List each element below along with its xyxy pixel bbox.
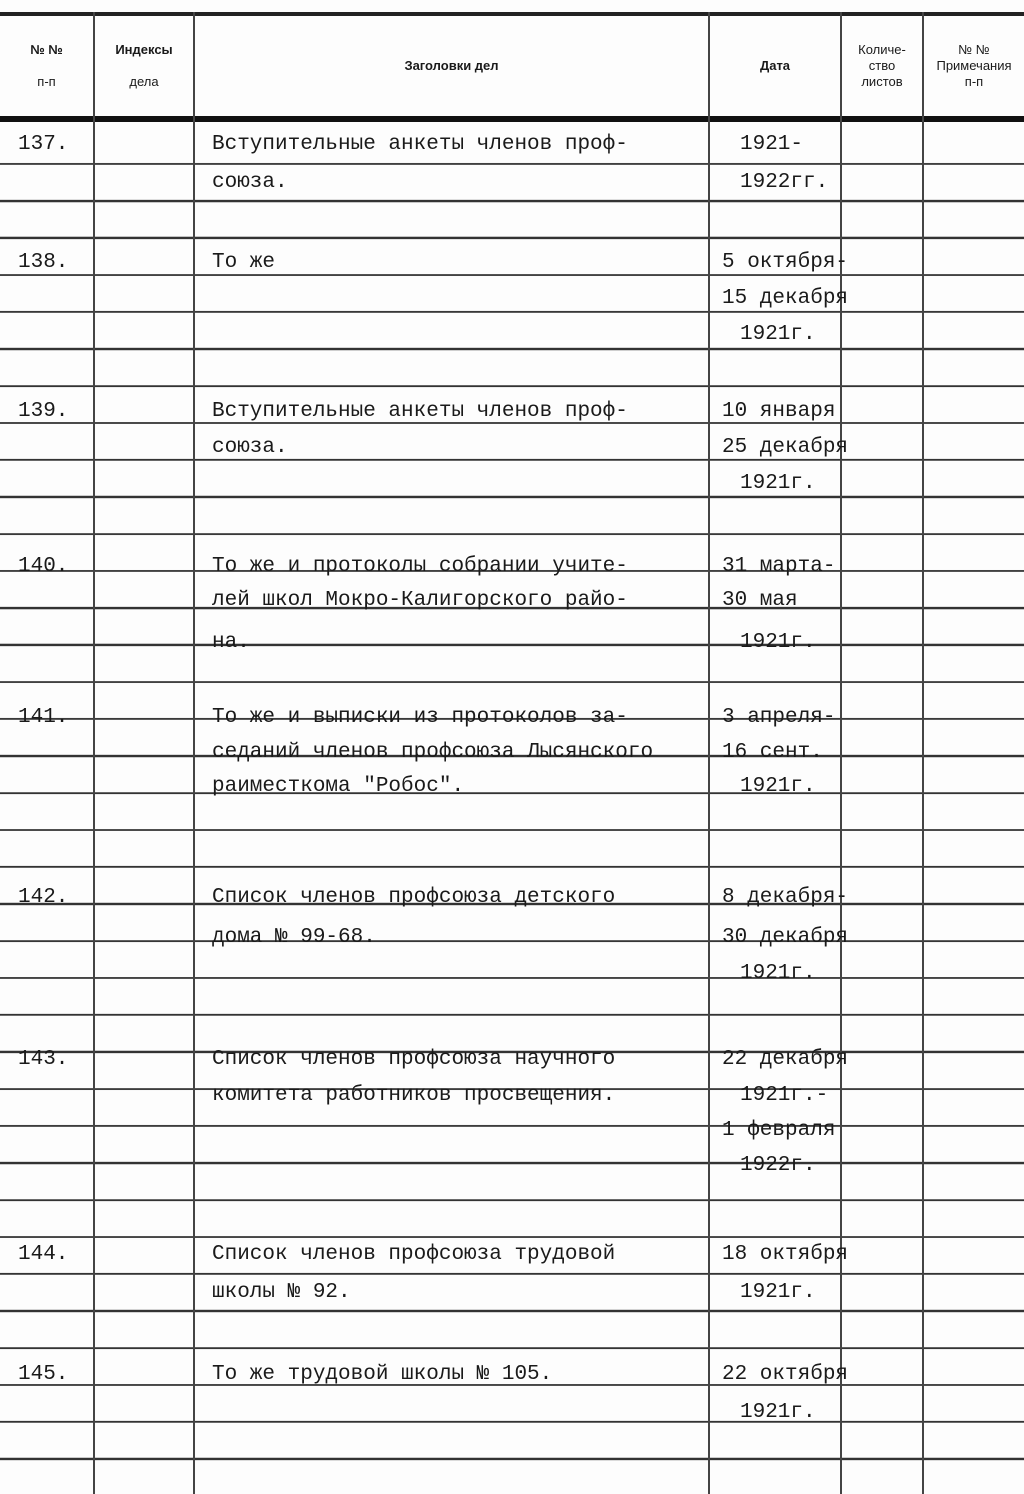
entry-date-line: 1921г.: [740, 1401, 816, 1424]
header-notes: № № Примечания п-п: [936, 42, 1012, 89]
entry-title-line: дома № 99-68.: [212, 926, 376, 949]
entry-title-line: То же: [212, 251, 276, 274]
column-divider: [193, 12, 195, 1494]
entry-title-line: комитета работников просвещения.: [212, 1084, 616, 1107]
entry-title-line: Список членов профсоюза трудовой: [212, 1243, 616, 1266]
entry-date-line: 30 декабря: [722, 926, 849, 949]
entry-title-line: Вступительные анкеты членов проф-: [212, 400, 628, 423]
entry-date-line: 18 октября: [722, 1243, 849, 1266]
entry-number: 144.: [18, 1243, 69, 1266]
entry-number: 140.: [18, 555, 69, 578]
entry-title-line: союза.: [212, 436, 288, 459]
entry-date-line: 25 декабря: [722, 436, 849, 459]
entry-date-line: 1921г.: [740, 631, 816, 654]
entry-date-line: 1921г.: [740, 472, 816, 495]
column-divider: [840, 12, 842, 1494]
column-divider: [93, 12, 95, 1494]
entry-title-line: То же и протоколы собрании учите-: [212, 555, 628, 578]
header-sheets: Количе- ство листов: [858, 42, 906, 89]
top-rule: [0, 12, 1024, 16]
entry-date-line: 8 декабря-: [722, 886, 849, 909]
header-date: Дата: [759, 58, 791, 73]
entry-title-line: То же трудовой школы № 105.: [212, 1363, 553, 1386]
entry-date-line: 5 октября-: [722, 251, 849, 274]
header-title: Заголовки дел: [404, 58, 499, 73]
entry-title-line: союза.: [212, 171, 288, 194]
entry-number: 141.: [18, 706, 69, 729]
entry-date-line: 1922гг.: [740, 171, 829, 194]
column-divider: [922, 12, 924, 1494]
entry-date-line: 1921г.: [740, 775, 816, 798]
entry-date-line: 30 мая: [722, 589, 798, 612]
entry-title-line: лей школ Мокро-Калигорского райо-: [212, 589, 628, 612]
entry-number: 137.: [18, 133, 69, 156]
header-num: № № п-п: [30, 42, 63, 89]
entry-number: 142.: [18, 886, 69, 909]
entry-date-line: 31 марта-: [722, 555, 836, 578]
header-index: Индексы дела: [115, 42, 173, 89]
entry-date-line: 1921г.: [740, 1281, 816, 1304]
entry-date-line: 22 декабря: [722, 1048, 849, 1071]
entry-date-line: 1 февраля: [722, 1119, 836, 1142]
entry-date-line: 1921г.: [740, 323, 816, 346]
entry-title-line: на.: [212, 631, 250, 654]
entry-date-line: 16 сент.: [722, 741, 823, 764]
entry-title-line: То же и выписки из протоколов за-: [212, 706, 628, 729]
entry-title-line: школы № 92.: [212, 1281, 351, 1304]
column-divider: [708, 12, 710, 1494]
entry-number: 138.: [18, 251, 69, 274]
entry-title-line: Вступительные анкеты членов проф-: [212, 133, 628, 156]
entry-title-line: седаний членов профсоюза Лысянского: [212, 741, 654, 764]
entry-date-line: 1921-: [740, 133, 804, 156]
entry-title-line: раиместкома "Робос".: [212, 775, 465, 798]
entry-date-line: 1921г.-: [740, 1084, 829, 1107]
entry-date-line: 10 января: [722, 400, 836, 423]
entry-title-line: Список членов профсоюза детского: [212, 886, 616, 909]
entry-number: 143.: [18, 1048, 69, 1071]
entry-title-line: Список членов профсоюза научного: [212, 1048, 616, 1071]
header-rule: [0, 116, 1024, 122]
entry-date-line: 3 апреля-: [722, 706, 836, 729]
entry-date-line: 1922г.: [740, 1154, 816, 1177]
entry-number: 145.: [18, 1363, 69, 1386]
entry-number: 139.: [18, 400, 69, 423]
entry-date-line: 1921г.: [740, 962, 816, 985]
entry-date-line: 22 октября: [722, 1363, 849, 1386]
entry-date-line: 15 декабря: [722, 287, 849, 310]
